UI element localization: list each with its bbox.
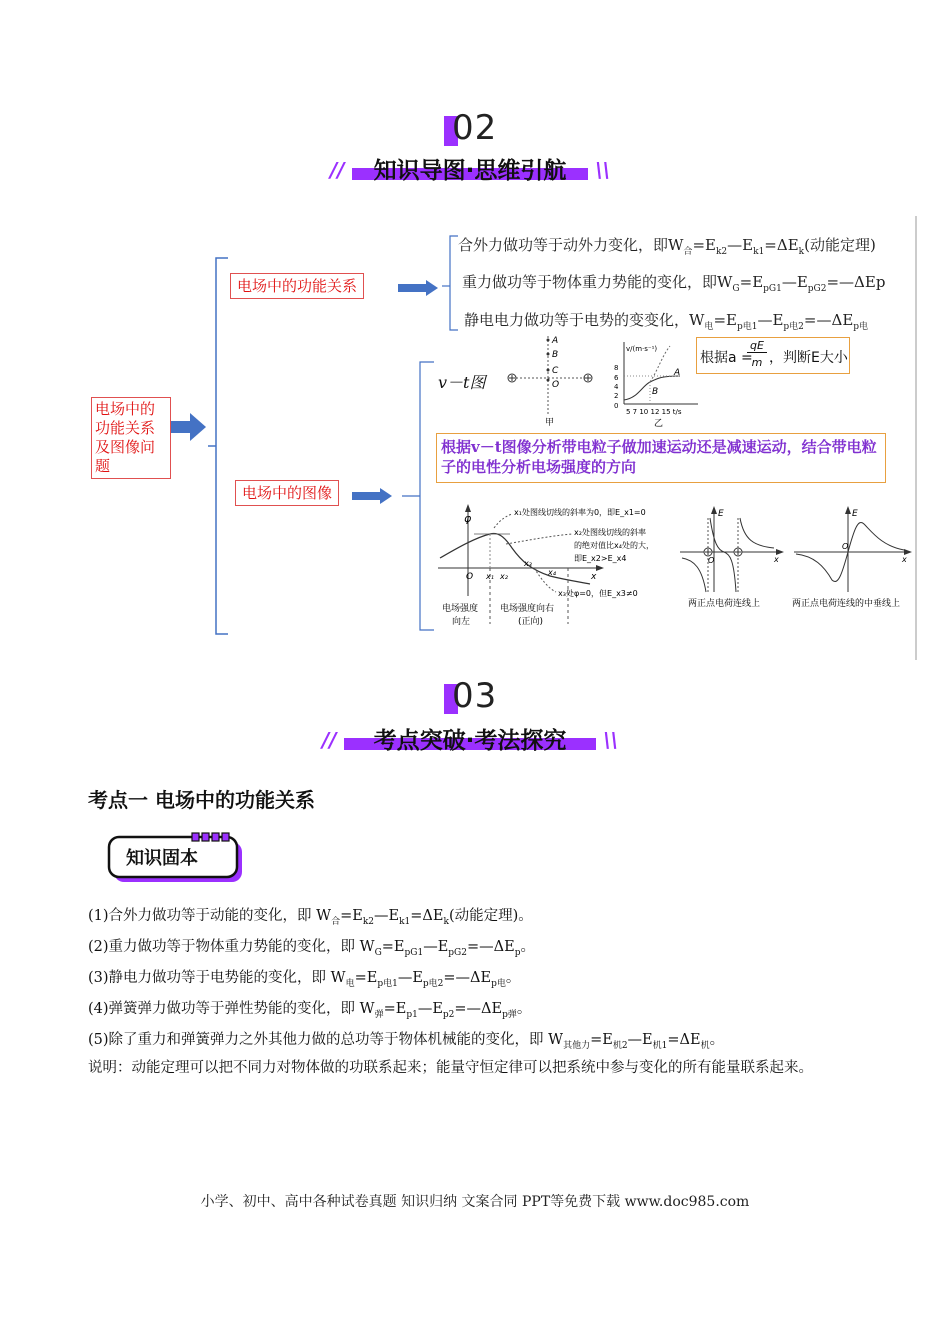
e-graph1-xlabel: x <box>774 555 779 564</box>
phi-note-2c: 即E_x2>E_x4 <box>574 554 627 563</box>
graph-yi-yaxis-label: v/(m·s⁻¹) <box>626 345 658 353</box>
section-number-02 <box>452 108 497 148</box>
formula-electric-work: 静电电力做功等于电势的变变化，$W_电=E_{p电1}—E_{p电2}=—\Delta E_{p电}$ <box>464 311 869 332</box>
section-number-text: 03 <box>452 676 498 716</box>
graph-yi-ytick: 6 <box>614 374 619 382</box>
section-title-03 <box>322 722 618 752</box>
judge-box-prefix: 根据a = <box>700 350 753 366</box>
phi-note-2a: x₂处图线切线的斜率 <box>574 528 646 537</box>
fraction-denominator: m <box>751 356 763 369</box>
e-graph1-caption: 两正点电荷连线上 <box>688 599 761 609</box>
phi-xtick: x₁ <box>486 572 494 581</box>
mindmap-root-node <box>91 397 171 479</box>
phi-x-axis-label: x <box>591 572 597 582</box>
phi-right-label-a: 电场强度向右 <box>500 604 555 614</box>
formula-gravity-work: 重力做功等于物体重力势能的变化，即$W_G=E_{pG1}—E_{pG2}=—\Delta Ep$ <box>462 273 886 294</box>
phi-note-2b: 的绝对值比x₄处的大， <box>574 541 654 550</box>
badge-text: 知识固本 <box>126 848 198 869</box>
explanation-note: 说明：动能定理可以把不同力对物体做的功联系起来；能量守恒定律可以把系统中参与变化的所有能量联系起来。 <box>88 1060 813 1076</box>
fraction-numerator: qE <box>747 339 767 353</box>
phi-xtick: x₂ <box>500 572 508 581</box>
branch-node-graphs <box>235 480 339 506</box>
branch2-label: 电场中的图像 <box>242 484 333 502</box>
e-graph-perpendicular <box>790 504 916 612</box>
section-title-text: 知识导图·思维引航 <box>373 158 567 184</box>
vt-graph-label: v－t图 <box>438 373 486 392</box>
knowledge-line-1: (1)合外力做功等于动能的变化，即 $W_合=E_{k2}—E_{k1}=\Delta E_k$(动能定理)。 <box>88 908 533 927</box>
graph-jia <box>500 332 600 428</box>
section-title-02 <box>330 152 610 182</box>
root-node-label: 电场中的功能关系及图像问题 <box>95 400 156 475</box>
vt-analysis-box <box>436 433 886 483</box>
e-graph2-xlabel: x <box>902 555 907 564</box>
e-graph-line <box>678 504 788 612</box>
slash-decoration-right: \\ <box>595 158 610 182</box>
graph-yi-ytick: 8 <box>614 364 619 372</box>
graph-yi-origin: 0 <box>614 402 619 410</box>
slash-decoration-left: // <box>322 728 337 752</box>
phi-right-label-b: (正向) <box>518 617 544 627</box>
slash-decoration-right: \\ <box>603 728 618 752</box>
graph-yi-point-a: A <box>674 368 681 378</box>
phi-x-graph <box>434 500 678 632</box>
graph-jia-point-c: C <box>552 366 559 376</box>
phi-left-label-b: 向左 <box>452 617 471 627</box>
phi-xtick: x₄ <box>548 568 556 577</box>
page-footer: 小学、初中、高中各种试卷真题 知识归纳 文案合同 PPT等免费下载 www.doc985.com <box>200 1194 750 1210</box>
knowledge-line-2: (2)重力做功等于物体重力势能的变化，即 $W_G=E_{pG1}—E_{pG2}=—\Delta E_p$。 <box>88 939 535 958</box>
branch-node-function <box>230 273 364 299</box>
e-graph2-ylabel: E <box>852 509 858 519</box>
knowledge-line-4: (4)弹簧弹力做功等于弹性势能的变化，即 $W_弹=E_{p1}—E_{p2}=—\Delta E_{p弹}$。 <box>88 1001 532 1020</box>
graph-yi-xticks: 5 7 10 12 15 t/s <box>626 408 682 416</box>
e-graph2-origin: O <box>842 542 849 551</box>
knowledge-line-3: (3)静电力做功等于电势能的变化，即 $W_电=E_{p电1}—E_{p电2}=—\Delta E_{p电}$。 <box>88 970 521 989</box>
phi-origin: O <box>466 572 474 582</box>
knowledge-line-5: (5)除了重力和弹簧弹力之外其他力做的总功等于物体机械能的变化，即 $W_{其他力}=E_{机2}—E_{机1}=\Delta E_机$。 <box>88 1032 725 1051</box>
phi-note-3: x₃处φ=0，但E_x3≠0 <box>558 589 638 598</box>
graph-jia-caption: 甲 <box>545 418 555 428</box>
graph-yi-point-b: B <box>652 387 659 397</box>
graph-jia-origin: O <box>552 380 560 390</box>
phi-axis-label: φ <box>464 512 472 525</box>
judge-box-suffix: ，判断E大小 <box>769 350 848 366</box>
graph-yi-caption: 乙 <box>654 419 664 429</box>
graph-yi <box>610 340 702 430</box>
section-number-text: 02 <box>452 108 498 148</box>
phi-xtick: x₃ <box>524 559 532 568</box>
e-graph1-origin: O <box>708 556 715 565</box>
branch1-label: 电场中的功能关系 <box>237 277 358 295</box>
e-graph1-ylabel: E <box>718 509 724 519</box>
section-number-03 <box>452 676 497 716</box>
phi-left-label-a: 电场强度 <box>442 604 479 614</box>
vt-analysis-text: 根据v－t图像分析带电粒子做加速运动还是减速运动，结合带电粒子的电性分析电场强度的方向 <box>441 438 877 476</box>
e-graph2-caption: 两正点电荷连线的中垂线上 <box>792 599 901 609</box>
slash-decoration-left: // <box>330 158 345 182</box>
graph-jia-point-b: B <box>552 350 559 360</box>
section-title-text: 考点突破·考法探究 <box>373 728 567 754</box>
formula-work-energy: 合外力做功等于动外力变化，即$W_合=E_{k2}—E_{k1}=\Delta E_k$(动能定理) <box>458 236 876 257</box>
knowledge-badge <box>106 832 248 886</box>
kaodian-heading: 考点一 电场中的功能关系 <box>88 788 315 812</box>
judge-e-box <box>696 337 850 374</box>
graph-jia-point-a: A <box>552 336 559 346</box>
graph-yi-ytick: 2 <box>614 392 619 400</box>
phi-note-1: x₁处图线切线的斜率为0，即E_x1=0 <box>514 508 646 517</box>
graph-yi-ytick: 4 <box>614 383 619 391</box>
